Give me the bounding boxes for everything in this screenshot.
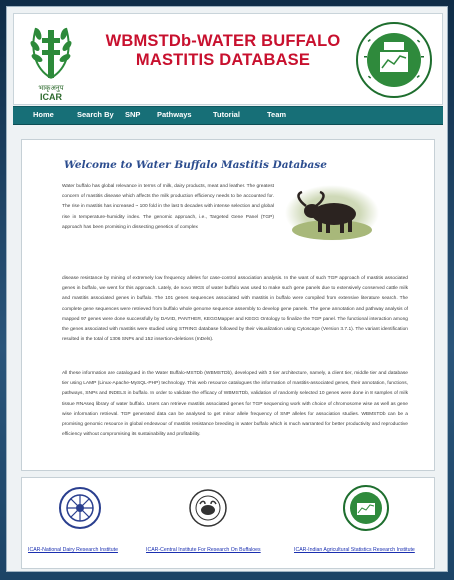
- footer-link-cirb[interactable]: ICAR-Central Institute For Research On Buffaloes: [146, 547, 261, 553]
- icar-hindi-text: भाकृअनुप: [38, 85, 64, 92]
- iasri-logo[interactable]: [354, 20, 434, 100]
- main-nav: [13, 106, 443, 125]
- content-panel: [21, 139, 435, 471]
- page-frame: [6, 6, 448, 572]
- nav-tutorial[interactable]: Tutorial: [213, 110, 240, 119]
- ndri-logo[interactable]: [58, 486, 102, 530]
- nav-pathways[interactable]: Pathways: [157, 110, 192, 119]
- welcome-heading: Welcome to Water Buffalo Mastitis Database: [64, 159, 327, 171]
- icar-logo-text: ICAR: [40, 92, 62, 102]
- nav-search-by[interactable]: Search By: [77, 110, 114, 119]
- catalogue-paragraph: All these information are catalogued in the Water Buffalo-MSTDb (WBMSTDb), developed with 3 tier architecture, namely, a client tier, middle tier and database tier using LAMP (Linux-Apache-MySQL-PHP) technology. This web resource catalogues the information of mastitis-associated genes, their annotation, functions, pathways, SNPs and INDELS in buffalo. In order to validate the efficacy of WBMSTDb, validation of randomly selected 10 genes were done in 8 samples of milk tissue RNAseq library of water buffalo. Users can retrieve mastitis associated genes for TGP sequencing work with choice of chromosome wise as well as gene wise information retrieval. TGP generated data can be analysed to get minor allele frequency of SNP alleles for association studies. WBMSTDb can be a promising genomic resource in global endeavour of mastitis resistance breeding in water buffalo which is much warranted for better productivity and reproductive efficiency without compromising its sustainability and profitability.: [62, 371, 408, 438]
- water-buffalo-image: [284, 184, 380, 242]
- iasri-footer-logo[interactable]: [342, 484, 390, 532]
- nav-home[interactable]: Home: [33, 110, 54, 119]
- site-title-line2: MASTITIS DATABASE: [135, 51, 311, 69]
- cirb-logo[interactable]: [188, 488, 228, 528]
- site-title-line1: WBMSTDb-WATER BUFFALO: [105, 32, 341, 50]
- intro-paragraph-rest: disease resistance by mining of extremely low frequency alleles for case-control association analysis. In the want of such TGP approach of mastitis associated genes in buffalo, we went for this approach. Lately, de novo WGS of water buffalo was used to make such gene panels due to extensively conserved cattle milk and mastitis associated genes in buffalo. The 101 genes sequences associated with mastitis in buffalo were compiled from extensive literature search. The complete gene sequences were retrieved from buffalo whole genome sequence assembly to develop gene panels. The gene annotation and pathway analysis of mapped 97 genes were done successfully by DAVID, PANTHER, KEGGMapper and KEGG Ontology to finalize the TGP panel. The functional interaction among the genes associated with mastitis were studied using STRING database followed by their visualization using Cytoscape (Version 3.7.1). The variant identification resulted in the total of 1306 SNPs and 152 insertion-deletions (InDels).: [62, 276, 408, 343]
- footer-link-ndri[interactable]: ICAR-National Dairy Research Institute: [28, 547, 118, 553]
- intro-paragraph-top: Water buffalo has global relevance in terms of milk, dairy products, meat and leather. The greatest concern of mastitis disease which affects the milk production efficiency needs to be accounted for. The rise in mastitis has increased ~ 100 fold in the last 5 decades with intense selection and global rise in temperature-humidity index. The genomic approach, i.e., Targeted Gene Panel (TGP) approach has been promising in dissecting genetics of complex: [62, 184, 274, 230]
- icar-logo[interactable]: [22, 18, 80, 102]
- site-header: [13, 13, 443, 105]
- nav-snp[interactable]: SNP: [125, 110, 141, 119]
- footer-partners: [21, 477, 435, 569]
- nav-team[interactable]: Team: [267, 110, 287, 119]
- site-title: [92, 32, 354, 70]
- footer-link-iasri[interactable]: ICAR-Indian Agricultural Statistics Research Institute: [294, 547, 415, 553]
